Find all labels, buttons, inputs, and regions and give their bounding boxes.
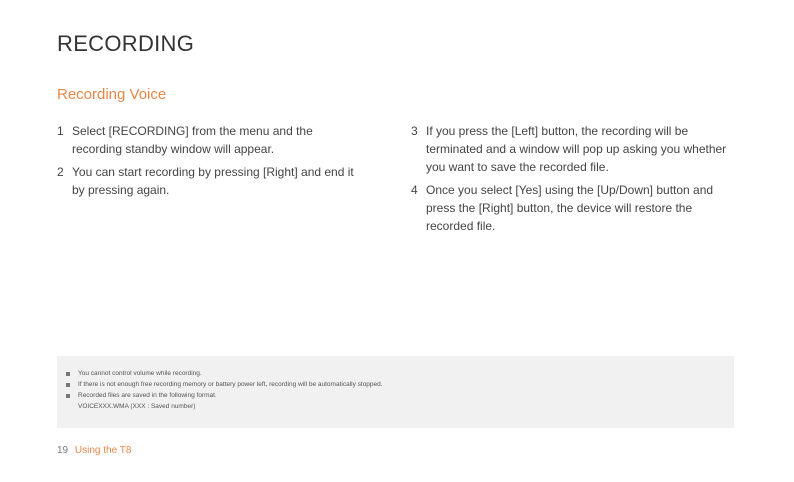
note-item — [66, 379, 734, 390]
note-text: Recorded files are saved in the following format. — [78, 392, 217, 399]
notes-box — [57, 356, 734, 428]
step-number: 3 — [411, 124, 418, 138]
step-text: You can start recording by pressing [Right] and end it by pressing again. — [72, 165, 354, 197]
bullet-icon — [66, 383, 70, 387]
steps-column-left — [57, 122, 357, 204]
footer-section-title: Using the T8 — [74, 445, 132, 456]
bullet-icon — [66, 372, 70, 376]
step-number: 2 — [57, 165, 64, 179]
step-text: If you press the [Left] button, the recording will be terminated and a window will pop up asking you whether you want to save the recorded file. — [426, 124, 727, 174]
step-number: 4 — [411, 183, 418, 197]
step-item — [57, 122, 357, 158]
note-text: If there is not enough free recording memory or battery power left, recording will be automatically stopped. — [78, 381, 383, 388]
section-subtitle: Recording Voice — [57, 86, 167, 103]
step-text: Select [RECORDING] from the menu and the recording standby window will appear. — [72, 124, 313, 156]
notes-list — [57, 356, 734, 412]
bullet-icon — [66, 394, 70, 398]
note-item — [66, 368, 734, 379]
page-title: RECORDING — [57, 31, 195, 56]
step-number: 1 — [57, 124, 64, 138]
note-subtext: VOICEXXX.WMA (XXX : Saved number) — [78, 403, 196, 410]
page-number: 19 — [57, 445, 69, 456]
steps-column-right — [411, 122, 731, 240]
page-footer — [57, 445, 131, 456]
step-item — [411, 122, 731, 176]
step-text: Once you select [Yes] using the [Up/Down] button and press the [Right] button, the device will restore the recorded file. — [426, 183, 714, 233]
step-item — [57, 163, 357, 199]
note-item — [66, 390, 734, 412]
note-text: You cannot control volume while recording. — [78, 370, 202, 377]
step-item — [411, 181, 731, 235]
